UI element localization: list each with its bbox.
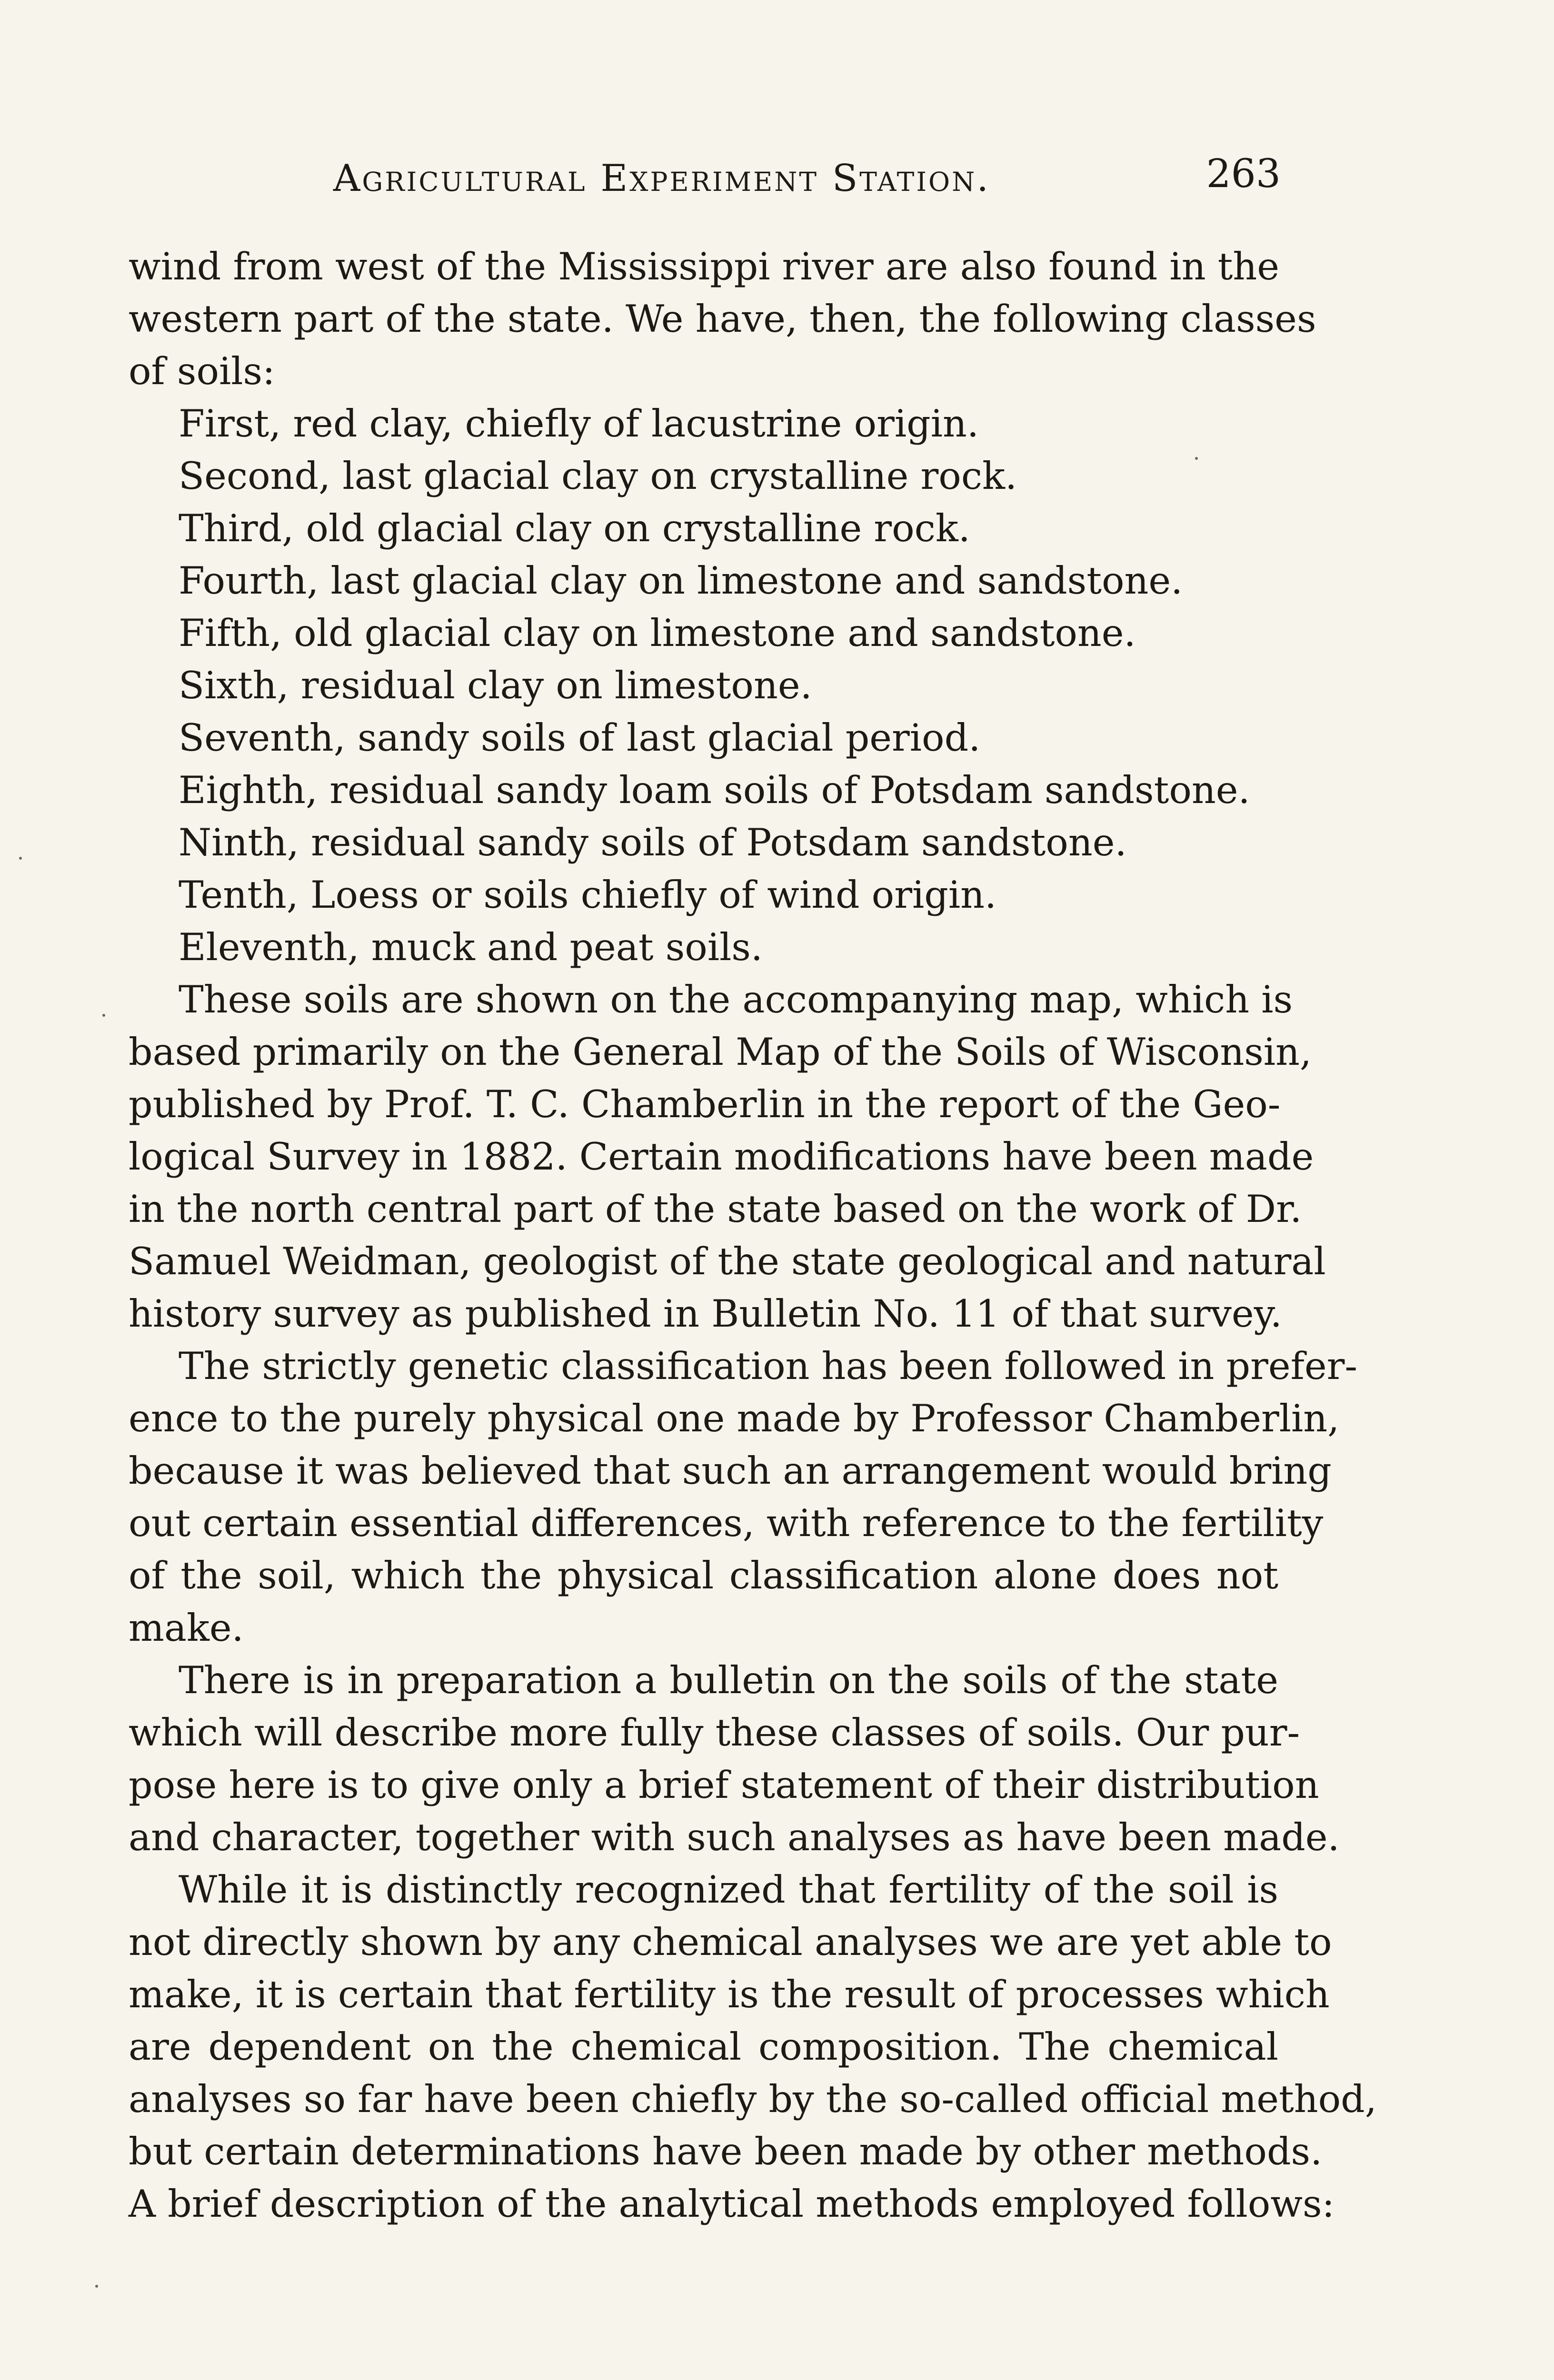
soil-class-item: Sixth, residual clay on limestone. [179, 664, 812, 707]
text-line: Samuel Weidman, geologist of the state geological and natural [129, 1240, 1326, 1283]
text-line: and character, together with such analyses as have been made. [129, 1815, 1340, 1859]
page-number: 263 [1206, 151, 1281, 197]
paper-speck [102, 1014, 105, 1017]
text-line: are dependent on the chemical composition. The chemical [129, 2025, 1278, 2069]
text-line: There is in preparation a bulletin on the soils of the state [179, 1658, 1278, 1702]
paper-speck [19, 857, 22, 860]
text-line: make. [129, 1606, 244, 1650]
text-line: While it is distinctly recognized that fertility of the soil is [179, 1868, 1278, 1912]
text-line: but certain determinations have been made by other methods. [129, 2130, 1323, 2173]
paper-speck [1195, 457, 1198, 460]
text-line: which will describe more fully these classes of soils. Our pur- [129, 1711, 1300, 1755]
text-line: western part of the state. We have, then, the following classes [129, 297, 1316, 341]
text-line: The strictly genetic classification has been followed in prefer- [179, 1344, 1358, 1388]
soil-class-item: Tenth, Loess or soils chiefly of wind origin. [179, 873, 997, 917]
text-line: logical Survey in 1882. Certain modifications have been made [129, 1135, 1314, 1179]
soil-class-item: Fourth, last glacial clay on limestone and sandstone. [179, 559, 1183, 603]
text-line: ence to the purely physical one made by Professor Chamberlin, [129, 1397, 1340, 1440]
soil-class-item: Fifth, old glacial clay on limestone and sandstone. [179, 611, 1136, 655]
text-line: out certain essential differences, with reference to the fertility [129, 1501, 1324, 1545]
text-line: of soils: [129, 349, 275, 393]
soil-class-item: First, red clay, chiefly of lacustrine origin. [179, 402, 979, 446]
text-line: history survey as published in Bulletin No. 11 of that survey. [129, 1292, 1282, 1336]
soil-class-item: Seventh, sandy soils of last glacial period. [179, 716, 981, 760]
soil-class-item: Ninth, residual sandy soils of Potsdam sandstone. [179, 821, 1127, 864]
text-line: pose here is to give only a brief statement of their distribution [129, 1763, 1319, 1807]
running-head: Agricultural Experiment Station. [333, 157, 991, 200]
text-line: based primarily on the General Map of the Soils of Wisconsin, [129, 1030, 1312, 1074]
soil-class-item: Second, last glacial clay on crystalline rock. [179, 454, 1017, 498]
text-line: because it was believed that such an arrangement would bring [129, 1449, 1332, 1493]
text-line: of the soil, which the physical classification alone does not [129, 1554, 1278, 1597]
text-line: in the north central part of the state based on the work of Dr. [129, 1187, 1302, 1231]
text-line: wind from west of the Mississippi river are also found in the [129, 245, 1280, 288]
paper-speck [95, 2285, 98, 2288]
text-line: These soils are shown on the accompanying map, which is [179, 978, 1293, 1021]
text-line: not directly shown by any chemical analyses we are yet able to [129, 1920, 1332, 1964]
text-line: analyses so far have been chiefly by the so-called official method, [129, 2077, 1377, 2121]
body-text [129, 240, 1377, 2230]
soil-class-item: Third, old glacial clay on crystalline rock. [179, 506, 970, 550]
text-line: A brief description of the analytical methods employed follows: [129, 2182, 1335, 2226]
text-line: make, it is certain that fertility is the result of processes which [129, 1973, 1330, 2016]
soil-class-item: Eleventh, muck and peat soils. [179, 925, 763, 969]
text-line: published by Prof. T. C. Chamberlin in the report of the Geo- [129, 1082, 1281, 1126]
page-header [129, 151, 1281, 214]
soil-class-item: Eighth, residual sandy loam soils of Potsdam sandstone. [179, 768, 1250, 812]
